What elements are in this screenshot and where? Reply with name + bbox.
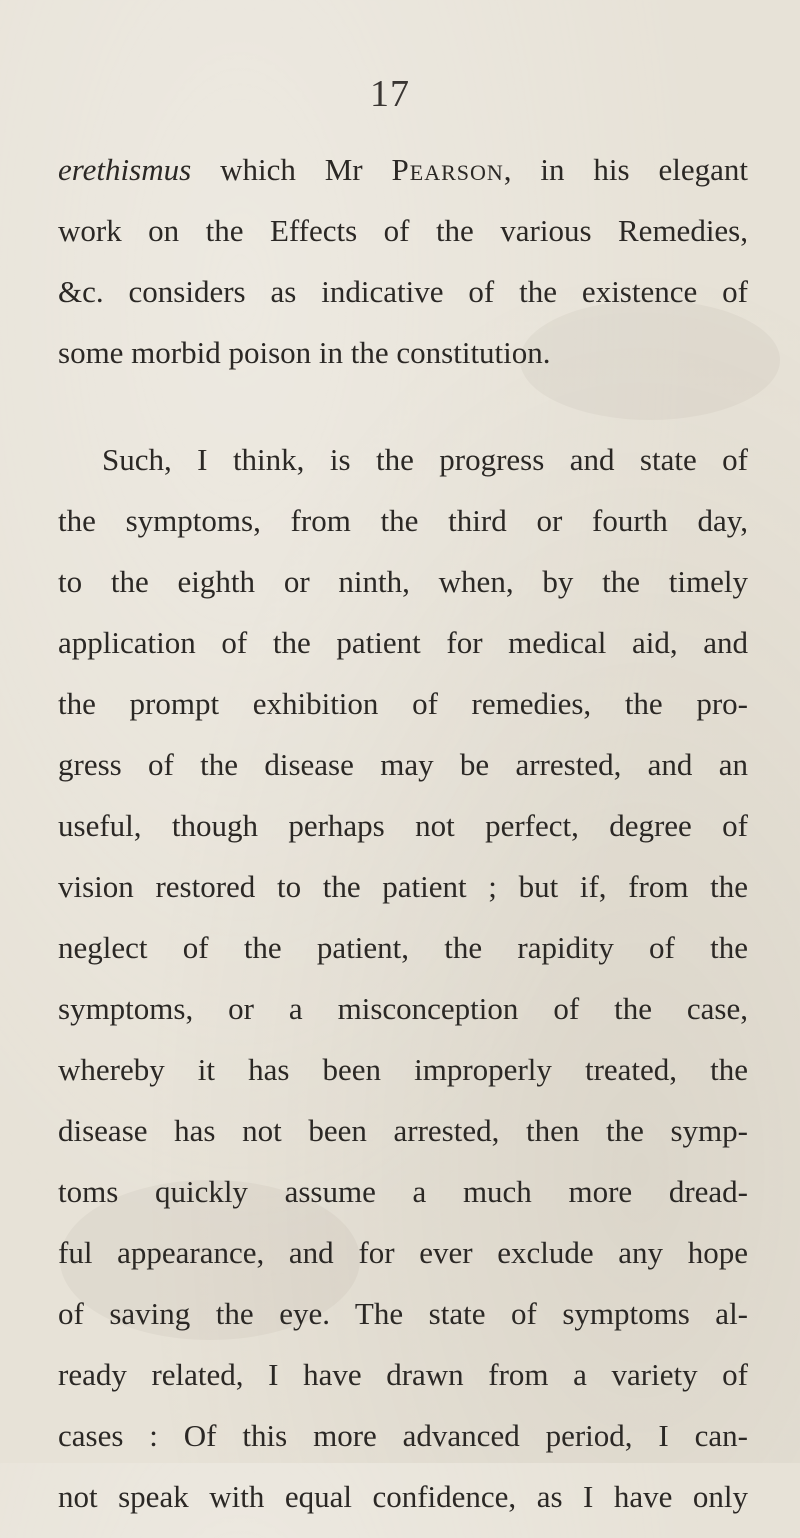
- text-line: [58, 150, 748, 211]
- text-line: work on the Effects of the various Remedies,: [58, 213, 748, 248]
- author-name: Pearson: [391, 152, 504, 187]
- text-line: application of the patient for medical aid, and: [58, 625, 748, 660]
- page-number: 17: [370, 73, 410, 115]
- paragraph-gap: [58, 394, 748, 440]
- text-line: &c. considers as indicative of the existence of: [58, 274, 748, 309]
- text-line: ful appearance, and for ever exclude any hope: [58, 1235, 748, 1270]
- text-fragment: which Mr: [191, 152, 392, 187]
- text-line: toms quickly assume a much more dread-: [58, 1174, 748, 1209]
- text-line: whereby it has been improperly treated, the: [58, 1052, 748, 1087]
- text-line: gress of the disease may be arrested, and an: [58, 747, 748, 782]
- text-line: some morbid poison in the constitution.: [58, 335, 551, 370]
- text-line: the symptoms, from the third or fourth day,: [58, 503, 748, 538]
- text-line: cases : Of this more advanced period, I can-: [58, 1418, 748, 1453]
- text-line: neglect of the patient, the rapidity of the: [58, 930, 748, 965]
- text-line: useful, though perhaps not perfect, degree of: [58, 808, 748, 843]
- text-line: of saving the eye. The state of symptoms al-: [58, 1296, 748, 1331]
- text-line: the prompt exhibition of remedies, the pro-: [58, 686, 748, 721]
- text-line: symptoms, or a misconception of the case,: [58, 991, 748, 1026]
- text-fragment: , in his elegant: [503, 152, 748, 187]
- text-line: disease has not been arrested, then the symp-: [58, 1113, 748, 1148]
- body-text: [58, 150, 748, 1538]
- text-line: Such, I think, is the progress and state of: [102, 442, 748, 477]
- text-line: ready related, I have drawn from a variety of: [58, 1357, 748, 1392]
- text-line: to the eighth or ninth, when, by the timely: [58, 564, 748, 599]
- text-line: not speak with equal confidence, as I have only: [58, 1479, 748, 1514]
- text-line: vision restored to the patient ; but if, from the: [58, 869, 748, 904]
- italic-term: erethismus: [58, 152, 192, 187]
